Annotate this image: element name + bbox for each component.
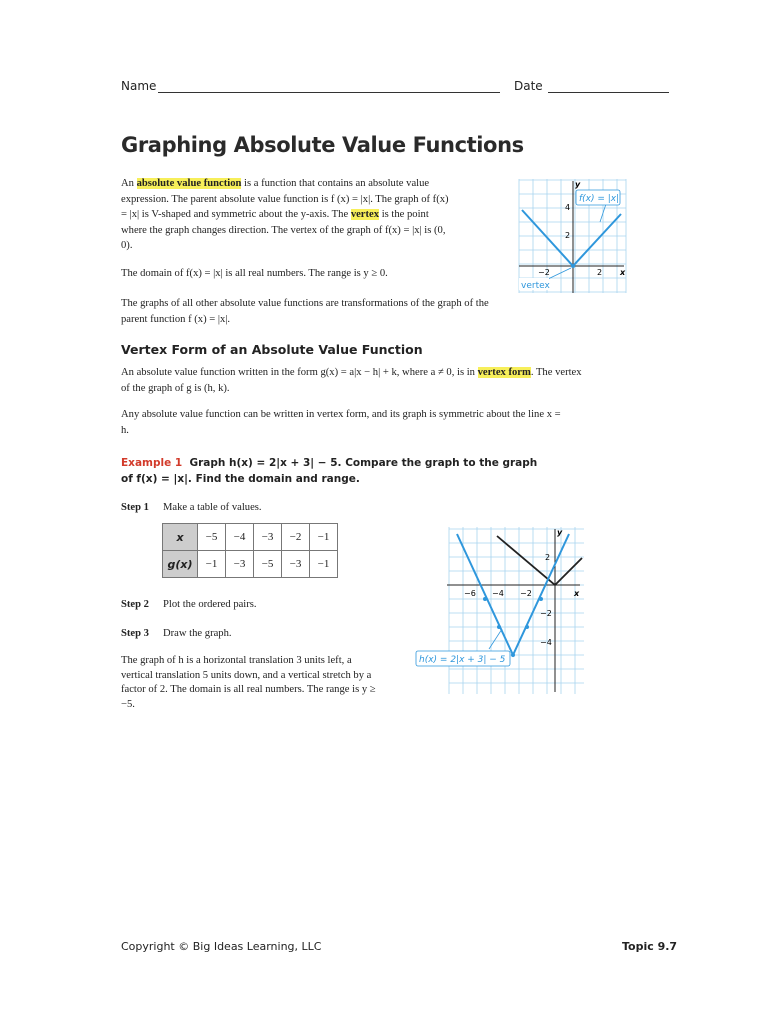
table-cell: −5 — [198, 524, 226, 551]
graph1-vertex-label: vertex — [521, 281, 550, 291]
name-label: Name — [121, 79, 157, 93]
graph2-callout: h(x) = 2|x + 3| − 5 — [419, 655, 506, 665]
graph1-tick-x2: 2 — [597, 268, 603, 277]
graph1-vertex-point — [571, 264, 575, 268]
table-cell: −3 — [282, 551, 310, 578]
example-label: Example 1 — [121, 457, 183, 469]
step3-text: Draw the graph. — [163, 628, 232, 639]
graph2-tick-xm6: −6 — [464, 589, 476, 598]
graph1-v-curve — [522, 210, 621, 266]
table-cell: −3 — [226, 551, 254, 578]
conclusion-paragraph: The graph of h is a horizontal translation 3 units left, a vertical translation 5 units down, and a vertical stretch by a factor of 2. The domain is all real numbers. The range is y ≥ −5. — [121, 655, 376, 710]
table-cell: −1 — [198, 551, 226, 578]
section-heading: Vertex Form of an Absolute Value Function — [121, 342, 423, 357]
graph1-tick-xm2: −2 — [538, 268, 550, 277]
graph2-tick-ym2: −2 — [540, 609, 552, 618]
domain-range-paragraph: The domain of f(x) = |x| is all real numbers. The range is y ≥ 0. — [121, 268, 388, 279]
example-1 — [121, 456, 551, 487]
page-title: Graphing Absolute Value Functions — [121, 133, 524, 157]
table-header-g: g(x) — [163, 551, 198, 578]
table-cell: −2 — [282, 524, 310, 551]
table-row — [163, 551, 338, 578]
table-header-x: x — [163, 524, 198, 551]
step2-text: Plot the ordered pairs. — [163, 599, 257, 610]
graph2-tick-xm2: −2 — [520, 589, 532, 598]
step1-text: Make a table of values. — [163, 502, 262, 513]
term-vertex: vertex — [350, 209, 380, 220]
graph2-y-label: y — [557, 528, 563, 537]
parent-function-graph — [516, 176, 628, 296]
copyright: Copyright © Big Ideas Learning, LLC — [121, 940, 322, 953]
graph2-x-label: x — [574, 589, 580, 598]
step2-label: Step 2 — [121, 599, 149, 610]
step3-label: Step 3 — [121, 628, 149, 639]
example-text: Graph h(x) = 2|x + 3| − 5. Compare the graph to the graph of f(x) = |x|. Find the domain and range. — [121, 457, 538, 485]
graph2-tick-ym4: −4 — [540, 638, 552, 647]
topic-label: Topic 9.7 — [622, 940, 678, 953]
table-cell: −1 — [310, 524, 338, 551]
date-label: Date — [514, 79, 543, 93]
table-cell: −1 — [310, 551, 338, 578]
vertex-form-paragraph: An absolute value function written in the form g(x) = a|x − h| + k, where a ≠ 0, is in vertex form. The vertex of the graph of g is (h, k). — [121, 367, 582, 394]
graph2-tick-xm4: −4 — [492, 589, 504, 598]
table-row — [163, 524, 338, 551]
graph1-callout: f(x) = |x| — [579, 194, 620, 204]
table-cell: −5 — [254, 551, 282, 578]
table-cell: −3 — [254, 524, 282, 551]
graph2-tick-y2: 2 — [545, 553, 551, 562]
intro-paragraph: An absolute value function is a function that contains an absolute value expression. The parent absolute value function is f (x) = |x|. The graph of f(x) = |x| is V-shaped and symmetric about the y-axis. The vertex is the point where the graph changes direction. The vertex of the graph of f(x) = |x| is (0, 0). — [121, 178, 449, 251]
date-field-line[interactable] — [548, 92, 669, 93]
graph1-tick-y2: 2 — [565, 231, 571, 240]
symmetry-paragraph: Any absolute value function can be written in vertex form, and its graph is symmetric about the line x = h. — [121, 409, 561, 436]
table-cell: −4 — [226, 524, 254, 551]
transformations-paragraph: The graphs of all other absolute value functions are transformations of the graph of the parent function f (x) = |x|. — [121, 298, 489, 325]
graph1-y-label: y — [575, 180, 581, 189]
term-vertex-form: vertex form — [477, 367, 531, 378]
graph1-vertex-pointer — [548, 268, 571, 279]
step1-label: Step 1 — [121, 502, 149, 513]
example-graph — [414, 524, 586, 696]
term-absolute-value-function: absolute value function — [136, 178, 242, 189]
name-field-line[interactable] — [158, 92, 500, 93]
graph1-x-label: x — [620, 268, 626, 277]
graph1-tick-y4: 4 — [565, 203, 571, 212]
values-table — [162, 523, 338, 578]
